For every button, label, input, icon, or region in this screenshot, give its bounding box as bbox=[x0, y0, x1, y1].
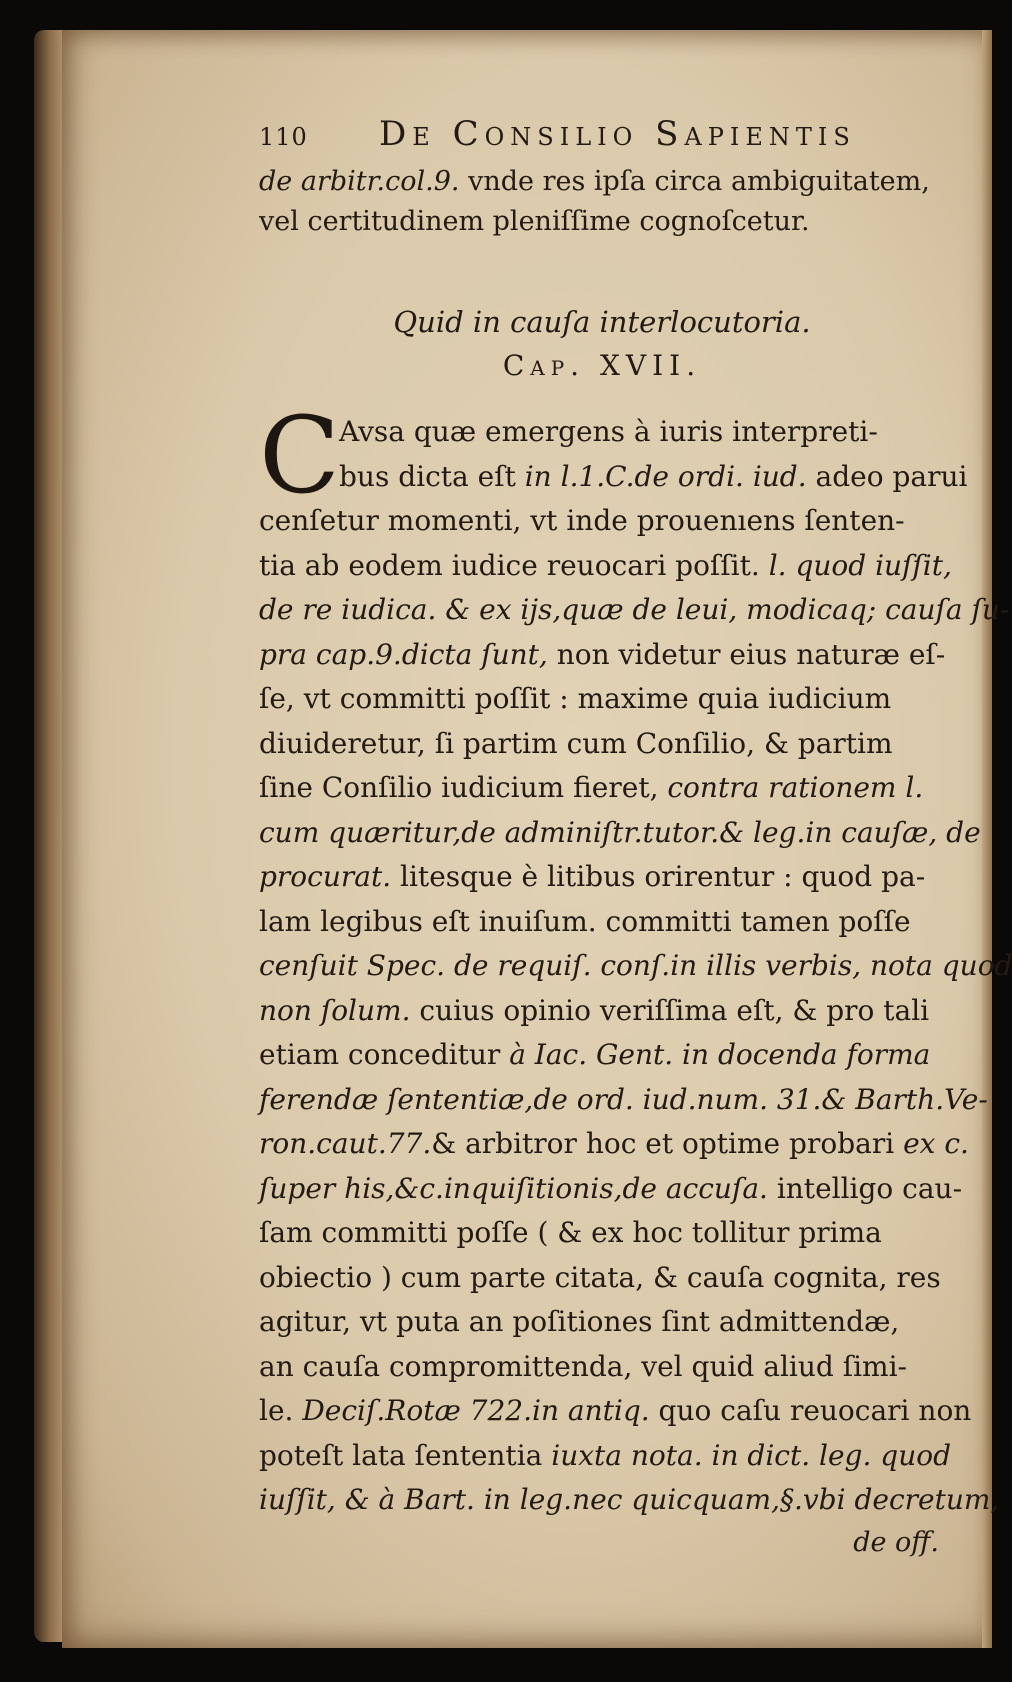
citation-text: iuxta nota. in dict. leg. quod bbox=[551, 1438, 952, 1472]
line-text: cenſetur momenti, vt inde prouenıens ſenten- bbox=[259, 504, 905, 537]
citation-text: ſuper his,&c.inquiſitionis,de accuſa. bbox=[259, 1171, 768, 1205]
line-text: adeo parui bbox=[806, 459, 968, 493]
line-text: etiam conceditur bbox=[259, 1038, 510, 1071]
line-text: poteſt lata ſententia bbox=[259, 1438, 552, 1472]
line-text: vnde res ipſa circa ambiguitatem, bbox=[459, 166, 930, 197]
text-line bbox=[259, 722, 945, 767]
line-text: cuius opinio veriſſima eſt, & pro tali bbox=[410, 993, 930, 1027]
text-line bbox=[259, 1167, 963, 1212]
line-text: ſam committi poſſe ( & ex hoc tollitur prima bbox=[259, 1216, 882, 1249]
citation-text: de re iudica. & ex ijs,quæ de leui, modicaq; cauſa ſu- bbox=[259, 593, 1010, 626]
line-text: & arbitror hoc et optime probari bbox=[431, 1127, 904, 1160]
line-text: vel certitudinem pleniſſime cognoſcetur. bbox=[259, 206, 810, 237]
page-edge-shadow bbox=[982, 30, 992, 1648]
catchword: de off. bbox=[853, 1526, 939, 1558]
chapter-body bbox=[259, 394, 1012, 1523]
text-line bbox=[259, 900, 945, 945]
text-line bbox=[259, 499, 945, 544]
citation-text: ferendæ ſententiæ,de ord. iud.num. 31.& Barth.Ve- bbox=[259, 1082, 988, 1116]
text-line bbox=[259, 1345, 945, 1390]
chapter-heading: Quid in cauſa interlocutoria. bbox=[393, 305, 811, 339]
text-line bbox=[259, 1122, 969, 1167]
text-line bbox=[259, 588, 1010, 633]
text-line bbox=[259, 202, 945, 242]
text-line bbox=[259, 677, 945, 722]
chapter-number: Cap. XVII. bbox=[502, 349, 702, 382]
text-line bbox=[259, 944, 1012, 989]
text-line bbox=[259, 811, 981, 856]
line-text: ſe, vt committi poſſit : maxime quia iudicium bbox=[259, 682, 892, 715]
line-text: lam legibus eſt inuiſum. committi tamen poſſe bbox=[259, 904, 911, 938]
text-line bbox=[259, 1033, 945, 1078]
line-text: intelligo cau- bbox=[767, 1171, 963, 1205]
line-text: le. bbox=[259, 1394, 303, 1427]
text-line bbox=[259, 1478, 1000, 1523]
text-line bbox=[259, 989, 945, 1034]
text-line bbox=[259, 1300, 945, 1345]
line-text: Avsa quæ emergens à iuris interpreti- bbox=[339, 415, 878, 448]
citation-text: ron.caut.77. bbox=[259, 1127, 432, 1160]
text-line bbox=[259, 1389, 972, 1434]
citation-text: contra rationem l. bbox=[667, 771, 924, 804]
text-line bbox=[259, 633, 945, 678]
text-line bbox=[259, 410, 945, 455]
citation-text: cenſuit Spec. de requiſ. conſ.in illis verbis, nota quod bbox=[259, 949, 1012, 982]
continued-text bbox=[259, 162, 945, 242]
page-number: 110 bbox=[259, 123, 308, 151]
line-text: an cauſa compromittenda, vel quid aliud ſimi- bbox=[259, 1349, 908, 1383]
running-head bbox=[259, 114, 945, 162]
text-line bbox=[259, 1256, 945, 1301]
body-lines bbox=[259, 394, 1012, 1523]
citation-text: non ſolum. bbox=[259, 993, 411, 1027]
citation-text: pra cap.9.dicta ſunt, bbox=[259, 637, 548, 671]
citation-text: cum quæritur,de adminiſtr.tutor.& leg.in cauſæ, de bbox=[259, 815, 981, 849]
text-line bbox=[259, 162, 945, 202]
citation-text: de arbitr.col.9. bbox=[259, 166, 460, 197]
citation-text: ex c. bbox=[903, 1127, 969, 1160]
text-line bbox=[259, 1211, 945, 1256]
citation-text: à Iac. Gent. in docenda forma bbox=[509, 1038, 931, 1071]
line-text: ſine Conſilio iudicium fieret, bbox=[259, 771, 668, 804]
text-line bbox=[259, 766, 945, 811]
line-text: tia ab eodem iudice reuocari poſſit. bbox=[259, 548, 769, 582]
citation-text: l. quod iuſſit, bbox=[768, 548, 952, 582]
line-text: agitur, vt puta an poſitiones ſint admittendæ, bbox=[259, 1305, 900, 1338]
text-line bbox=[259, 544, 952, 589]
line-text: non videtur eius naturæ eſ- bbox=[547, 637, 946, 671]
line-text: quo caſu reuocari non bbox=[649, 1394, 972, 1427]
text-line bbox=[259, 1434, 952, 1479]
text-line bbox=[259, 455, 968, 500]
citation-text: Deciſ.Rotæ 722.in antiq. bbox=[302, 1394, 650, 1427]
line-text: diuideretur, ſi partim cum Conſilio, & partim bbox=[259, 726, 893, 760]
citation-text: in l.1.C.de ordi. iud. bbox=[524, 459, 807, 493]
running-title: De Consilio Sapientis bbox=[379, 114, 856, 154]
book-page bbox=[62, 30, 1012, 1648]
line-text: obiectio ) cum parte citata, & cauſa cognita, res bbox=[259, 1260, 941, 1294]
text-line bbox=[259, 855, 945, 900]
line-text: bus dicta eſt bbox=[339, 459, 525, 493]
text-block bbox=[259, 114, 1012, 1563]
text-line bbox=[259, 1078, 988, 1123]
line-text: litesque è litibus orirentur : quod pa- bbox=[391, 860, 926, 893]
drop-cap: C bbox=[259, 394, 341, 517]
citation-text: iuſſit, & à Bart. in leg.nec quicquam,§.vbi decretum, bbox=[259, 1483, 1000, 1516]
citation-text: procurat. bbox=[259, 860, 392, 893]
